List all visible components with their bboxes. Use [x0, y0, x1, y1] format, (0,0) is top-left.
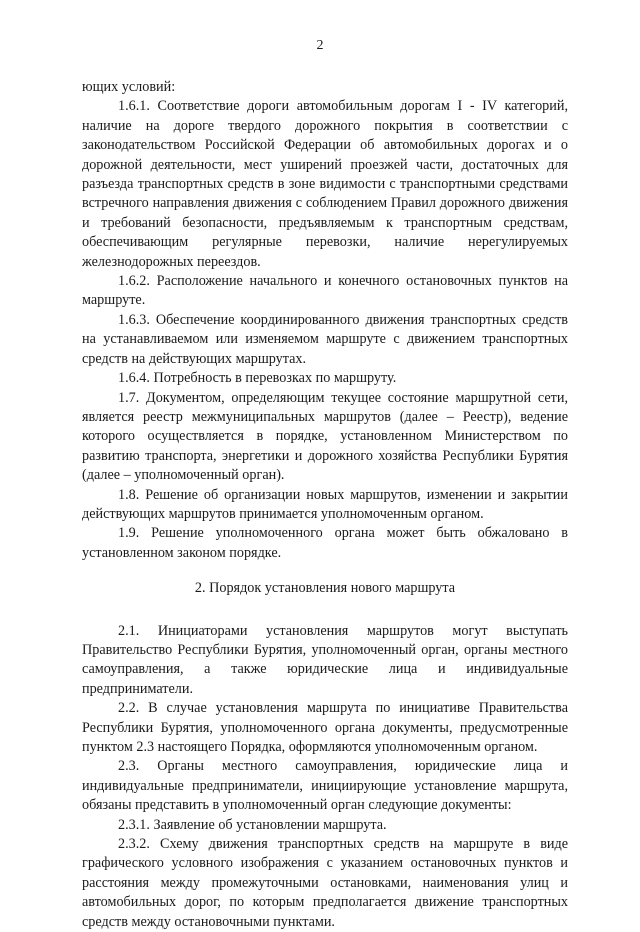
- paragraph-1-6-2: 1.6.2. Расположение начального и конечного остановочных пунктов на маршруте.: [82, 273, 568, 309]
- page-number: 2: [316, 38, 324, 53]
- paragraph-2-3-2: 2.3.2. Схему движения транспортных средств на маршруте в виде графического условного изображения с указанием остановочных пунктов и расстояния между промежуточными остановками, наименования улиц и автомобильных дорог, по которым предполагается движение транспортных средств между остановочными пунктами.: [82, 836, 568, 930]
- paragraph-2-3-1: 2.3.1. Заявление об установлении маршрута.: [118, 816, 387, 833]
- paragraph-continuation: ющих условий:: [82, 79, 176, 95]
- paragraph-2-3: 2.3. Органы местного самоуправления, юридические лица и индивидуальные предприниматели, инициирующие установление маршрута, обязаны представить в уполномоченный орган следующие документы:: [82, 758, 568, 814]
- document-body: [82, 78, 568, 932]
- paragraph-2-2: 2.2. В случае установления маршрута по инициативе Правительства Республики Бурятия, уполномоченного органа документы, предусмотренные пунктом 2.3 настоящего Порядка, оформляются уполномоченным органом.: [82, 700, 568, 755]
- paragraph-1-6-1: 1.6.1. Соответствие дороги автомобильным дорогам I - IV категорий, наличие на дороге твердого дорожного покрытия в соответствии с законодательством Российской Федерации об автомобильных дорогах и о дорожной деятельности, мест уширений проезжей части, достаточных для разъезда транспортных средств в зоне видимости с транспортными средствами встречного направления движения с соблюдением Правил дорожного движения и требований безопасности, предъявляемым к транспортным средствам, обеспечивающим регулярные перевозки, наличие нерегулируемых железнодорожных переездов.: [82, 98, 568, 270]
- paragraph-1-9: 1.9. Решение уполномоченного органа может быть обжаловано в установленном законом порядке.: [82, 525, 568, 561]
- paragraph-2-1: 2.1. Инициаторами установления маршрутов могут выступать Правительство Республики Бурятия, уполномоченный орган, органы местного самоуправления, а также юридические лица и индивидуальные предприниматели.: [82, 622, 568, 697]
- paragraph-1-6-4: 1.6.4. Потребность в перевозках по маршруту.: [118, 370, 397, 387]
- paragraph-1-8: 1.8. Решение об организации новых маршрутов, изменении и закрытии действующих маршрутов принимается уполномоченным органом.: [82, 486, 568, 522]
- paragraph-1-7: 1.7. Документом, определяющим текущее состояние маршрутной сети, является реестр межмуниципальных маршрутов (далее – Реестр), ведение которого осуществляется в порядке, установленном Министерством по развитию транспорта, энергетики и дорожного хозяйства Республики Бурятия (далее – уполномоченный орган).: [82, 389, 568, 484]
- paragraph-1-6-3: 1.6.3. Обеспечение координированного движения транспортных средств на устанавливаемом или изменяемом маршруте с движением транспортных средств на действующих маршрутах.: [82, 311, 568, 367]
- section-heading: 2. Порядок установления нового маршрута: [194, 580, 456, 597]
